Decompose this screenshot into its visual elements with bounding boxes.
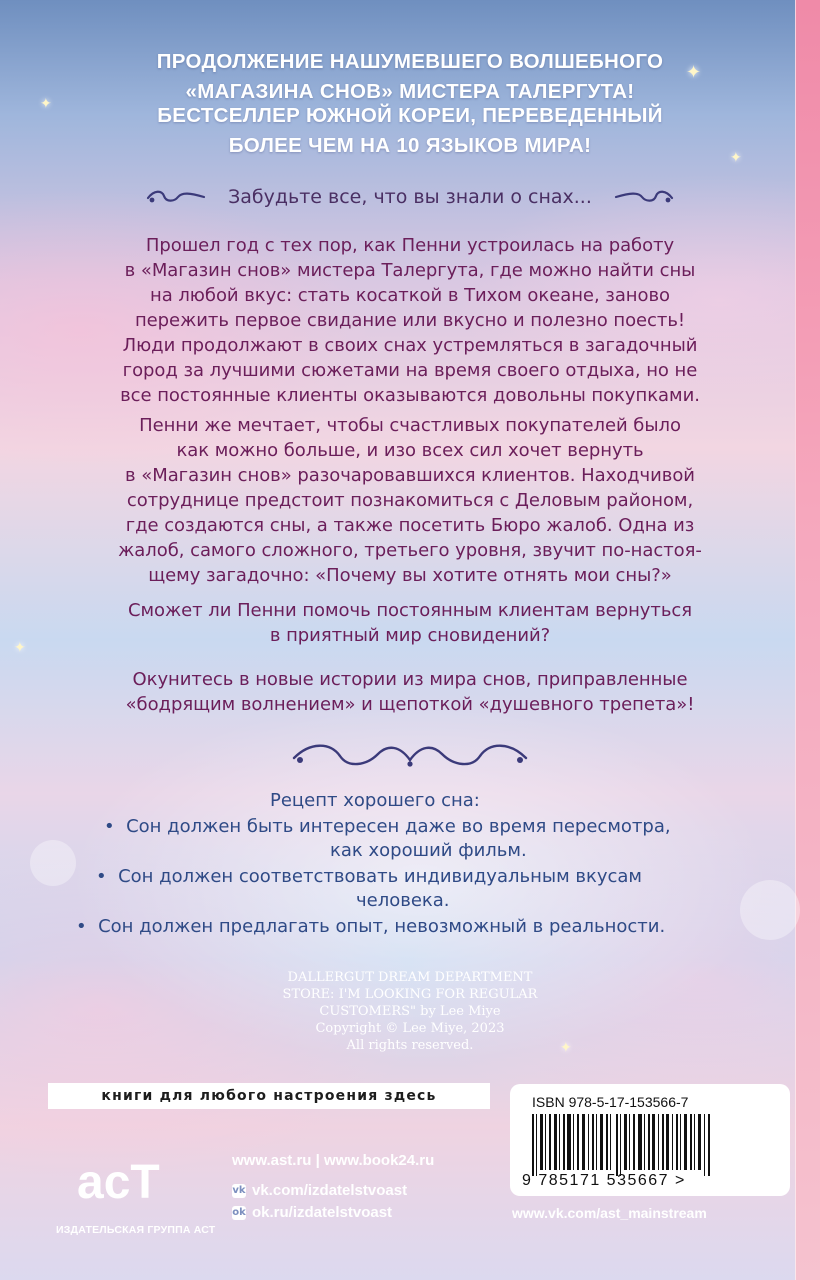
- tagline: Забудьте все, что вы знали о снах...: [228, 186, 592, 208]
- ast-logo-icon: [55, 1120, 215, 1220]
- isbn-label: ISBN 978-5-17-153566-7: [532, 1094, 689, 1110]
- paragraph-1: Прошел год с тех пор, как Пенни устроилась на работу в «Магазин снов» мистера Талергута, где можно найти сны на любой вкус: стать косаткой в Тихом океане, заново пережить первое свидание или вкусно и полезно поесть! Люди продолжают в своих снах устремляться в загадочный город за лучшими сюжетами на время своего отдыха, но не все постоянные клиенты оказываются довольны покупками.: [120, 235, 700, 406]
- ornament-divider-icon: [290, 738, 530, 774]
- isbn-barcode-box: [510, 1084, 790, 1196]
- barcode-digits: 9 785171 535667 >: [522, 1172, 686, 1189]
- logo-text: acT: [77, 1156, 160, 1209]
- copyright-credits: DALLERGUT DREAM DEPARTMENT STORE: I'M LOOKING FOR REGULAR CUSTOMERS" by Lee Miye Copyright © Lee Miye, 2023 All rights reserved.: [282, 970, 538, 1053]
- headline-sequel: ПРОДОЛЖЕНИЕ НАШУМЕВШЕГО ВОЛШЕБНОГО «МАГАЗИНА СНОВ» МИСТЕРА ТАЛЕРГУТА!: [156, 50, 664, 103]
- bullet-icon: •: [76, 916, 87, 937]
- swirl-right-icon: [614, 188, 674, 206]
- series-banner: книги для любого настроения здесь: [48, 1083, 490, 1109]
- recipe-title: Рецепт хорошего сна:: [270, 790, 480, 811]
- website-links[interactable]: www.ast.ru | www.book24.ru: [232, 1152, 435, 1169]
- publisher-subtitle: ИЗДАТЕЛЬСКАЯ ГРУППА АСТ: [56, 1224, 216, 1236]
- vk-link[interactable]: vk vk.com/izdatelstvoast: [232, 1182, 408, 1199]
- paragraph-3: Сможет ли Пенни помочь постоянным клиентам вернуться в приятный мир сновидений?: [127, 600, 693, 646]
- headline-bestseller: БЕСТСЕЛЛЕР ЮЖНОЙ КОРЕИ, ПЕРЕВЕДЕННЫЙ БОЛЕЕ ЧЕМ НА 10 ЯЗЫКОВ МИРА!: [157, 104, 663, 157]
- recipe-item: • Сон должен соответствовать индивидуальным вкусам: [96, 866, 643, 887]
- sparkle-icon: ✦: [40, 96, 52, 112]
- barcode-icon: [532, 1114, 712, 1176]
- recipe-item: • Сон должен быть интересен даже во время пересмотра,: [104, 816, 671, 837]
- bokeh-light: [740, 880, 800, 940]
- paragraph-4: Окунитесь в новые истории из мира снов, приправленные «бодрящим волнением» и щепоткой «душевного трепета»!: [125, 669, 695, 715]
- paragraph-2: Пенни же мечтает, чтобы счастливых покупателей было как можно больше, и изо всех сил хочет вернуть в «Магазин снов» разочаровавшихся клиентов. Находчивой сотруднице предстоит познакомиться с Деловым районом, где создаются сны, а также посетить Бюро жалоб. Одна из жалоб, самого сложного, третьего уровня, звучит по-настоя- щему загадочно: «Почему вы хотите отнять мои сны?»: [118, 415, 702, 586]
- sparkle-icon: ✦: [730, 150, 742, 166]
- vk-icon: vk: [232, 1184, 246, 1196]
- sparkle-icon: ✦: [14, 640, 26, 656]
- ok-icon: ok: [232, 1206, 246, 1218]
- sparkle-icon: ✦: [560, 1040, 572, 1056]
- swirl-left-icon: [146, 188, 206, 206]
- sparkle-icon: ✦: [686, 62, 702, 83]
- recipe-item-continuation: как хороший фильм.: [330, 840, 527, 861]
- ok-link[interactable]: ok ok.ru/izdatelstvoast: [232, 1204, 393, 1221]
- bullet-icon: •: [104, 816, 115, 837]
- recipe-item: • Сон должен предлагать опыт, невозможный в реальности.: [76, 916, 666, 937]
- vk-mainstream-link[interactable]: www.vk.com/ast_mainstream: [512, 1205, 707, 1221]
- spine-edge: [795, 0, 820, 1280]
- bullet-icon: •: [96, 866, 107, 887]
- bokeh-light: [30, 840, 76, 886]
- tagline-row: [110, 182, 710, 212]
- recipe-item-continuation: человека.: [356, 890, 450, 911]
